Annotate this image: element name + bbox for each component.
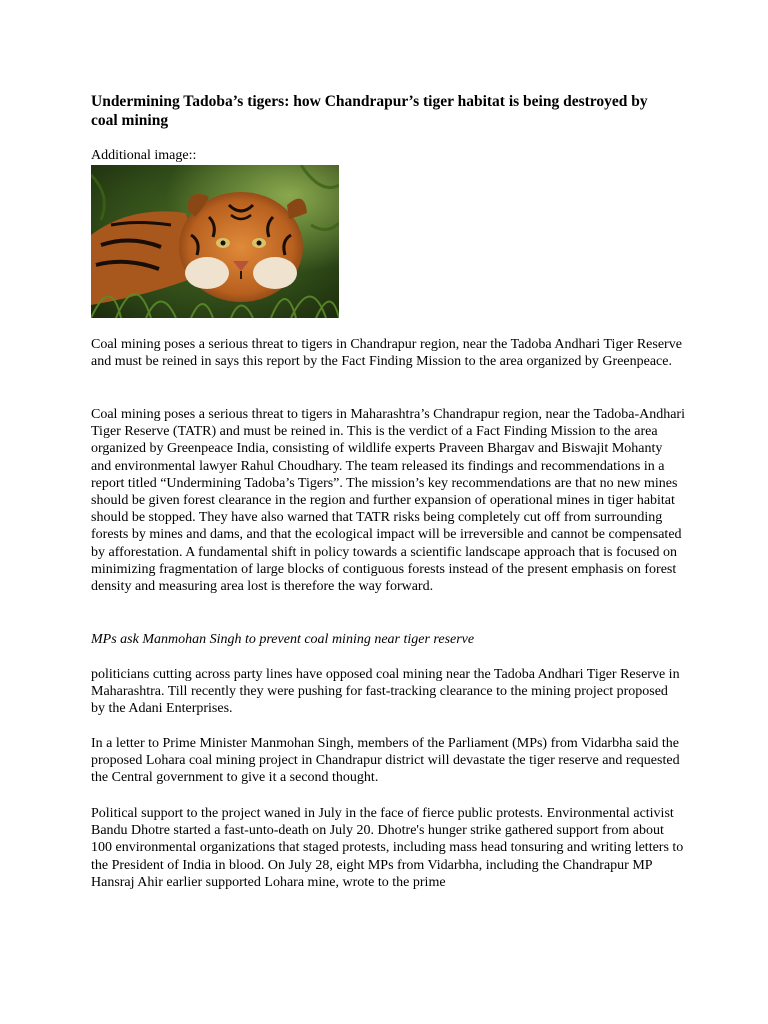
paragraph-political-support: Political support to the project waned in July in the face of fierce public protests. Environmental activist Bandu Dhotre started a fast-unto-death on July 20. Dhotre's hunger strike gathered support from about 100 environmental organizations that staged protests, including mass head tonsuring and writing letters to the President of India in blood. On July 28, eight MPs from Vidarbha, including the Chandrapur MP Hansraj Ahir earlier supported Lohara mine, wrote to the prime <box>91 806 684 890</box>
subheading: MPs ask Manmohan Singh to prevent coal mining near tiger reserve <box>91 632 475 647</box>
article-title: Undermining Tadoba’s tigers: how Chandrapur’s tiger habitat is being destroyed by coal mining <box>91 93 648 129</box>
tiger-photo <box>91 165 339 318</box>
additional-image-label: Additional image:: <box>91 148 197 163</box>
paragraph-politicians: politicians cutting across party lines have opposed coal mining near the Tadoba Andhari Tiger Reserve in Maharashtra. Till recently they were pushing for fast-tracking clearance to the mining project proposed by the Adani Enterprises. <box>91 667 680 717</box>
paragraph-verdict: Coal mining poses a serious threat to tigers in Maharashtra’s Chandrapur region, near the Tadoba-Andhari Tiger Reserve (TATR) and must be reined in. This is the verdict of a Fact Finding Mission to the area organized by Greenpeace India, consisting of wildlife experts Praveen Bhargav and Biswajit Mohanty and environmental lawyer Rahul Choudhary. The team released its findings and recommendations in a report titled “Undermining Tadoba’s Tigers”. The mission’s key recommendations are that no new mines should be given forest clearance in the region and further expansion of operational mines in tiger habitat should be stopped. They have also warned that TATR risks being completely cut off from surrounding forests by mines and dams, and that the ecological impact will be irreversible and cannot be compensated by afforestation. A fundamental shift in policy towards a scientific landscape approach that is focused on minimizing fragmentation of large blocks of contiguous forests instead of the present emphasis on forest density and measuring area lost is therefore the way forward. <box>91 407 685 595</box>
paragraph-summary: Coal mining poses a serious threat to tigers in Chandrapur region, near the Tadoba Andhari Tiger Reserve and must be reined in says this report by the Fact Finding Mission to the area organized by Greenpeace. <box>91 337 682 370</box>
paragraph-letter: In a letter to Prime Minister Manmohan Singh, members of the Parliament (MPs) from Vidarbha said the proposed Lohara coal mining project in Chandrapur district will devastate the tiger reserve and requested the Central government to give it a second thought. <box>91 736 680 786</box>
